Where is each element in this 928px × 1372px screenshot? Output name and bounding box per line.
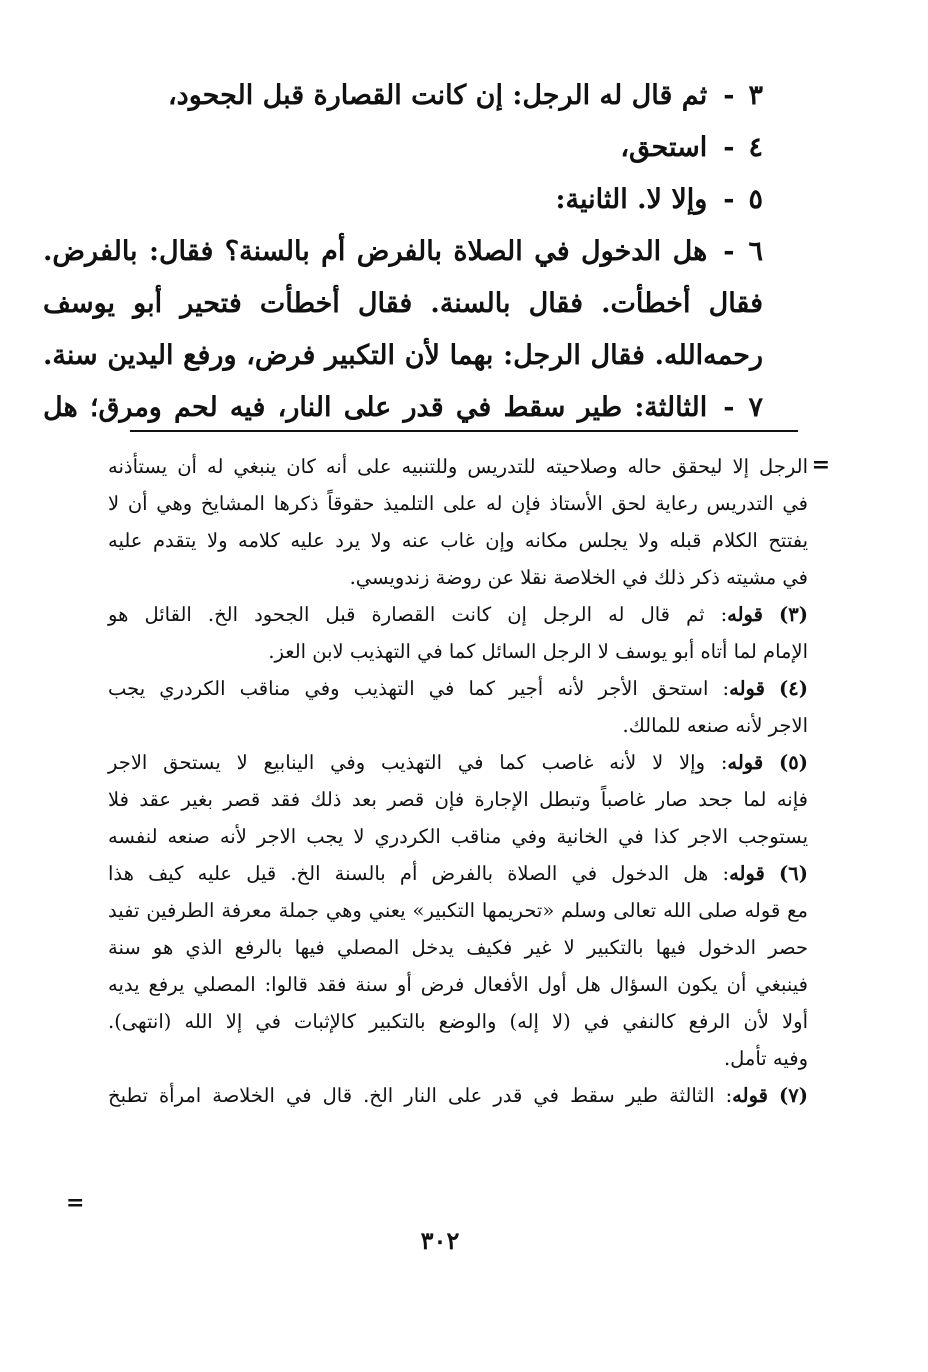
footnote-label: قوله [727,751,764,774]
item-dash: - [723,80,735,111]
item-text: هل الدخول في الصلاة بالفرض أم بالسنة؟ فقال: بالفرض. [43,236,708,267]
main-item-6 [43,226,763,278]
footnote-5-line: فإنه لما جحد صار غاصباً وتبطل الإجارة فإن قصر بعد ذلك فقد قصر بغير عقد فلا [108,788,808,811]
item-text: استحق، [620,132,708,163]
footnote-7 [108,1077,808,1114]
page-number: ٣٠٢ [420,1226,460,1255]
footnote-label: قوله [729,677,765,700]
item-number: ٥ [748,184,763,215]
main-item-4 [43,122,763,174]
footnote-ref: (٣) [779,603,808,626]
item-number: ٦ [748,236,763,267]
item-text: الثالثة: طير سقط في قدر على النار، فيه لحم ومرق؛ هل [43,392,708,423]
footnote-6 [108,855,808,892]
main-continuation-line: فقال أخطأت. فقال بالسنة. فقال أخطأت فتحير أبو يوسف [43,288,763,319]
footnote-6-line: مع قوله صلى الله تعالى وسلم «تحريمها التكبير» يعني وهي جملة معرفة الطرفين تفيد [108,899,808,922]
item-text: وإلا لا. الثانية: [555,184,708,215]
item-number: ٣ [748,80,763,111]
footnote-label: قوله [727,603,763,626]
footnote-intro-line: في التدريس رعاية لحق الأستاذ فإن له على التلميذ حقوقاً ذكرها المشايخ وهي أن لا [108,492,808,515]
footnote-text: : هل الدخول في الصلاة بالفرض أم بالسنة الخ. قيل عليه كيف هذا [108,862,730,885]
footnote-5 [108,744,808,781]
footnote-label: قوله [732,1084,768,1107]
item-dash: - [723,184,735,215]
footnote-text: : وإلا لا لأنه غاصب كما في التهذيب وفي الينابيع لا يستحق الاجر [108,751,728,774]
continued-from-mark: = [811,452,830,478]
footnote-intro-line: في مشيته ذكر ذلك في الخلاصة نقلا عن روضة زندويسي. [349,566,808,589]
footnote-6-line: أولا لأن الرفع كالنفي في (لا إله) والوضع بالتكبير كالإثبات في إلا الله (انتهى). [108,1010,808,1033]
footnote-divider [130,430,798,432]
footnote-ref: (٥) [779,751,808,774]
footnote-3 [108,596,808,633]
footnote-text: : ثم قال له الرجل إن كانت القصارة قبل الجحود الخ. القائل هو [108,603,728,626]
main-item-7 [43,382,763,434]
footnote-6-line: فينبغي أن يكون السؤال هل أول الأفعال فرض أو سنة فقد قالوا: المصلي يرفع يديه [108,973,808,996]
footnote-text: : الثالثة طير سقط في قدر على النار الخ. قال في الخلاصة امرأة تطبخ [108,1084,733,1107]
footnote-4 [108,670,808,707]
footnote-intro-line: الرجل إلا ليحقق حاله وصلاحيته للتدريس وللتنبيه على أنه كان ينبغي له أن يستأذنه [108,455,808,478]
item-number: ٤ [748,132,763,163]
footnote-6-line: وفيه تأمل. [723,1047,808,1070]
footnote-3-line: الإمام لما أتاه أبو يوسف لا الرجل السائل كما في التهذيب لابن العز. [268,640,808,663]
footnote-text: : استحق الأجر لأنه أجير كما في التهذيب وفي مناقب الكردري يجب [108,677,730,700]
main-item-3 [43,70,763,122]
item-number: ٧ [748,392,763,423]
item-text: ثم قال له الرجل: إن كانت القصارة قبل الجحود، [167,80,708,111]
footnote-intro-line: يفتتح الكلام قبله ولا يجلس مكانه وإن غاب عنه ولا يرد عليه كلامه ولا يتقدم عليه [108,529,808,552]
main-continuation-line: رحمه‌الله. فقال الرجل: بهما لأن التكبير فرض، ورفع اليدين سنة. [43,340,763,371]
item-dash: - [723,392,735,423]
footnote-4-line: الاجر لأنه صنعه للمالك. [622,714,808,737]
footnote-ref: (٤) [779,677,808,700]
footnote-ref: (٦) [779,862,808,885]
footnotes [108,448,808,1114]
footnote-ref: (٧) [779,1084,808,1107]
main-text [43,70,763,434]
main-item-5 [43,174,763,226]
footnote-label: قوله [729,862,765,885]
continues-next-page-mark: = [66,1190,85,1216]
footnote-6-line: حصر الدخول فيها بالتكبير لا غير فكيف يدخل المصلي فيها بالرفع الذي هو سنة [108,936,808,959]
item-dash: - [723,236,735,267]
item-dash: - [723,132,735,163]
footnote-5-line: يستوجب الاجر كذا في الخانية وفي مناقب الكردري لا يجب الاجر لأنه صنعه لنفسه [108,825,808,848]
